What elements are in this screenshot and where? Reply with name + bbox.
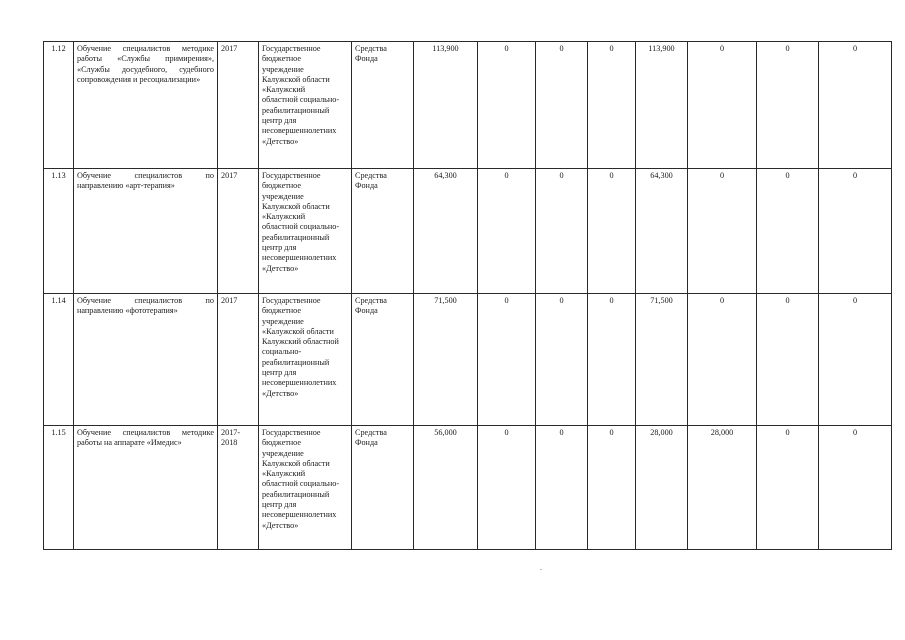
amount-cell: 0 (536, 426, 588, 550)
amount-cell: 28,000 (636, 426, 688, 550)
year-cell: 2017- 2018 (218, 426, 259, 550)
amount-cell: 0 (757, 42, 819, 169)
funding-source: Средства Фонда (352, 42, 414, 169)
amount-total: 56,000 (414, 426, 478, 550)
amount-cell: 0 (757, 169, 819, 294)
amount-cell: 0 (478, 169, 536, 294)
amount-cell: 0 (478, 294, 536, 426)
funding-source: Средства Фонда (352, 294, 414, 426)
amount-cell: 0 (757, 294, 819, 426)
amount-cell: 28,000 (688, 426, 757, 550)
amount-total: 64,300 (414, 169, 478, 294)
funding-source: Средства Фонда (352, 426, 414, 550)
amount-cell: 0 (588, 426, 636, 550)
amount-cell: 0 (757, 426, 819, 550)
organization-cell: Государственное бюджетное учреждение Калужской области «Калужский областной социально- реабилитационный центр для несовершеннолетних «Детство» (259, 169, 352, 294)
activity-name: Обучение специалистов по направлению «фототерапия» (74, 294, 218, 426)
table-row (44, 42, 892, 169)
row-number: 1.12 (44, 42, 74, 169)
year-cell: 2017 (218, 169, 259, 294)
amount-cell: 71,500 (636, 294, 688, 426)
activity-name: Обучение специалистов по направлению «арт-терапия» (74, 169, 218, 294)
amount-cell: 0 (536, 169, 588, 294)
row-number: 1.14 (44, 294, 74, 426)
organization-cell: Государственное бюджетное учреждение Калужской области «Калужский областной социально- реабилитационный центр для несовершеннолетних «Детство» (259, 426, 352, 550)
row-number: 1.15 (44, 426, 74, 550)
amount-cell: 0 (536, 42, 588, 169)
year-cell: 2017 (218, 42, 259, 169)
amount-cell: 0 (588, 294, 636, 426)
funding-source: Средства Фонда (352, 169, 414, 294)
amount-cell: 0 (688, 294, 757, 426)
amount-cell: 0 (819, 42, 892, 169)
organization-cell: Государственное бюджетное учреждение Калужской области «Калужский областной социально- реабилитационный центр для несовершеннолетних «Детство» (259, 42, 352, 169)
amount-cell: 0 (819, 426, 892, 550)
table-row (44, 169, 892, 294)
amount-cell: 0 (819, 294, 892, 426)
amount-cell: 0 (588, 42, 636, 169)
amount-total: 71,500 (414, 294, 478, 426)
amount-cell: 0 (478, 426, 536, 550)
year-cell: 2017 (218, 294, 259, 426)
program-table (43, 41, 892, 550)
table-row (44, 426, 892, 550)
row-number: 1.13 (44, 169, 74, 294)
activity-name: Обучение специалистов методике работы «Службы примирения», «Службы досудебного, судебного сопровождения и ресоциализации» (74, 42, 218, 169)
amount-cell: 64,300 (636, 169, 688, 294)
amount-cell: 0 (688, 169, 757, 294)
amount-cell: 0 (588, 169, 636, 294)
amount-cell: 0 (536, 294, 588, 426)
amount-cell: 0 (688, 42, 757, 169)
activity-name: Обучение специалистов методике работы на аппарате «Имедис» (74, 426, 218, 550)
amount-cell: 0 (819, 169, 892, 294)
amount-cell: 0 (478, 42, 536, 169)
table-row (44, 294, 892, 426)
amount-cell: 113,900 (636, 42, 688, 169)
scan-speck (540, 569, 542, 570)
amount-total: 113,900 (414, 42, 478, 169)
organization-cell: Государственное бюджетное учреждение «Калужской области Калужский областной социально- реабилитационный центр для несовершеннолетних «Детство» (259, 294, 352, 426)
